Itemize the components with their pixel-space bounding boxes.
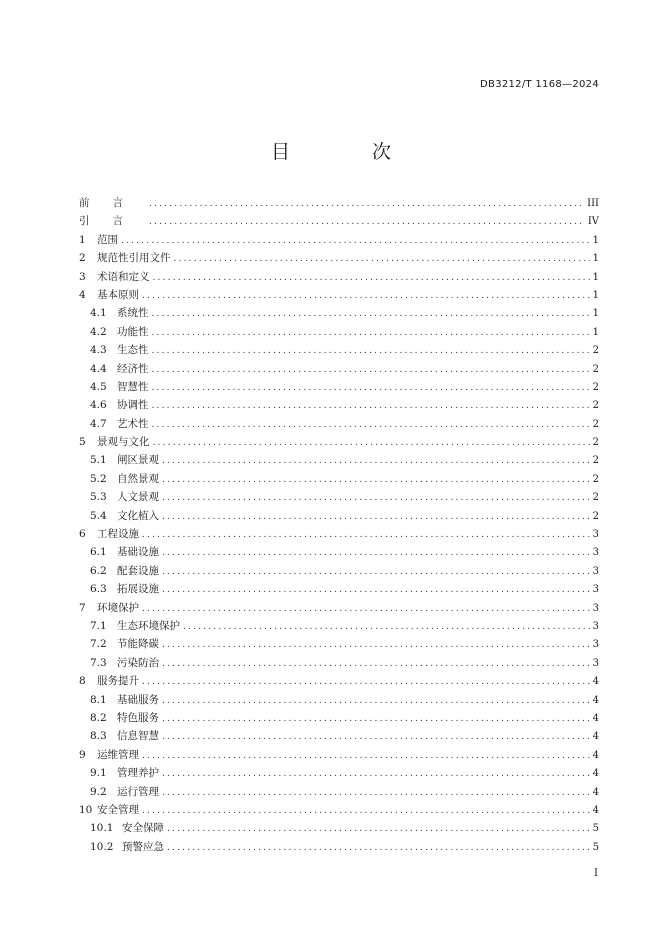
toc-entry-number: 3 — [79, 270, 86, 283]
toc-entry-label: 配套设施 — [117, 564, 159, 577]
toc-entry-label: 污染防治 — [117, 656, 159, 669]
toc-entry-label: 基础设施 — [117, 546, 159, 559]
toc-entry[interactable] — [79, 543, 599, 561]
toc-entry-number: 4.6 — [90, 399, 107, 412]
toc-dot-leader — [162, 692, 590, 710]
toc-entry-number: 9.1 — [90, 767, 107, 780]
toc-entry-label: 特色服务 — [117, 711, 159, 724]
toc-entry-page: 1 — [592, 271, 599, 283]
toc-entry-page: 2 — [592, 345, 599, 357]
toc-entry-page: 1 — [592, 289, 599, 301]
toc-entry-label: 人文景观 — [117, 491, 159, 504]
toc-entry[interactable] — [79, 433, 599, 451]
toc-entry[interactable] — [79, 415, 599, 433]
toc-dot-leader — [142, 673, 590, 691]
toc-entry[interactable] — [79, 360, 599, 378]
toc-dot-leader — [162, 710, 590, 728]
toc-entry-label: 智慧性 — [117, 380, 149, 393]
toc-entry-number: 10 — [79, 803, 93, 816]
toc-entry[interactable] — [79, 746, 599, 764]
toc-entry[interactable] — [79, 691, 599, 709]
toc-entry-page: IV — [587, 216, 599, 228]
toc-dot-leader — [162, 655, 590, 673]
toc-entry-page: 2 — [592, 473, 599, 485]
toc-dot-leader — [152, 361, 590, 379]
toc-entry-label: 景观与文化 — [97, 436, 150, 449]
toc-entry-label: 生态性 — [117, 344, 149, 357]
toc-entry-number: 5.2 — [90, 472, 107, 485]
toc-entry-label: 信息智慧 — [117, 730, 159, 743]
toc-entry-label: 基本原则 — [97, 288, 139, 301]
toc-entry-page: 2 — [592, 492, 599, 504]
toc-entry[interactable] — [79, 819, 599, 837]
toc-entry-page: 4 — [592, 676, 599, 688]
toc-dot-leader — [153, 434, 590, 452]
toc-entry-label: 范围 — [97, 233, 118, 246]
toc-dot-leader — [152, 379, 590, 397]
toc-entry[interactable] — [79, 580, 599, 598]
toc-entry-page: 3 — [592, 620, 599, 632]
toc-entry[interactable] — [79, 764, 599, 782]
toc-dot-leader — [142, 600, 590, 618]
toc-entry[interactable] — [79, 525, 599, 543]
toc-entry[interactable] — [79, 709, 599, 727]
toc-entry-number: 6.2 — [90, 564, 107, 577]
toc-entry-page: 4 — [592, 749, 599, 761]
toc-entry-page: 4 — [592, 694, 599, 706]
toc-entry[interactable] — [79, 617, 599, 635]
toc-dot-leader — [142, 526, 590, 544]
toc-entry-label: 节能降碳 — [117, 638, 159, 651]
toc-entry-number: 4.7 — [90, 417, 107, 430]
toc-dot-leader — [149, 195, 584, 213]
toc-entry-label: 环境保护 — [97, 601, 139, 614]
toc-entry[interactable] — [79, 801, 599, 819]
toc-entry[interactable] — [79, 268, 599, 286]
toc-entry-page: 1 — [592, 234, 599, 246]
toc-entry-page: 1 — [592, 308, 599, 320]
toc-dot-leader — [142, 747, 590, 765]
toc-entry-label: 闸区景观 — [117, 454, 159, 467]
toc-entry[interactable] — [79, 286, 599, 304]
toc-entry-page: 5 — [592, 823, 599, 835]
toc-entry[interactable] — [79, 672, 599, 690]
toc-entry[interactable] — [79, 838, 599, 856]
toc-entry[interactable] — [79, 470, 599, 488]
toc-entry-label: 服务提升 — [97, 675, 139, 688]
toc-entry-page: 4 — [592, 768, 599, 780]
toc-entry-page: 3 — [592, 602, 599, 614]
toc-entry-page: 1 — [592, 326, 599, 338]
toc-entry-number: 5.1 — [90, 454, 107, 467]
toc-dot-leader — [152, 397, 590, 415]
toc-dot-leader — [162, 636, 590, 654]
page-number: I — [594, 868, 598, 879]
toc-entry-page: 4 — [592, 786, 599, 798]
toc-dot-leader — [162, 508, 590, 526]
toc-entry-page: 3 — [592, 529, 599, 541]
table-of-contents — [79, 194, 599, 856]
toc-entry-label: 系统性 — [117, 307, 149, 320]
toc-entry-number: 7.3 — [90, 656, 107, 669]
toc-dot-leader — [183, 618, 590, 636]
toc-entry[interactable] — [79, 378, 599, 396]
toc-entry-number: 8.3 — [90, 730, 107, 743]
toc-dot-leader — [162, 452, 590, 470]
document-code: DB3212/T 1168—2024 — [480, 79, 599, 90]
toc-dot-leader — [162, 471, 590, 489]
toc-dot-leader — [152, 305, 590, 323]
toc-dot-leader — [153, 269, 590, 287]
toc-dot-leader — [149, 213, 585, 231]
toc-entry-label: 生态环境保护 — [117, 619, 180, 632]
toc-entry-page: 3 — [592, 584, 599, 596]
toc-entry-label: 预警应急 — [122, 840, 164, 853]
toc-entry-number: 7.2 — [90, 638, 107, 651]
toc-title: 目 次 — [270, 141, 430, 163]
toc-entry-label: 拓展设施 — [117, 583, 159, 596]
toc-entry-label: 运行管理 — [117, 785, 159, 798]
toc-entry-number: 8.2 — [90, 711, 107, 724]
toc-entry-number: 1 — [79, 233, 86, 246]
toc-dot-leader — [162, 489, 590, 507]
toc-entry-page: 3 — [592, 657, 599, 669]
toc-entry[interactable] — [79, 341, 599, 359]
toc-entry-label: 自然景观 — [117, 472, 159, 485]
toc-entry[interactable] — [79, 635, 599, 653]
toc-entry-page: 3 — [592, 639, 599, 651]
toc-dot-leader — [162, 581, 590, 599]
toc-entry-number: 2 — [79, 252, 86, 265]
toc-dot-leader — [167, 839, 590, 857]
toc-dot-leader — [174, 250, 590, 268]
toc-dot-leader — [142, 802, 590, 820]
toc-entry-label: 前言 — [79, 197, 146, 209]
toc-entry-page: 1 — [592, 253, 599, 265]
toc-entry-number: 4.2 — [90, 325, 107, 338]
toc-entry-number: 4.4 — [90, 362, 107, 375]
toc-entry-number: 4.1 — [90, 307, 107, 320]
toc-entry-number: 5.4 — [90, 509, 107, 522]
toc-entry[interactable] — [79, 562, 599, 580]
toc-entry[interactable] — [79, 783, 599, 801]
toc-entry-page: 3 — [592, 565, 599, 577]
toc-entry[interactable] — [79, 654, 599, 672]
toc-entry-page: 2 — [592, 418, 599, 430]
toc-dot-leader — [152, 416, 590, 434]
toc-entry-label: 文化植入 — [117, 509, 159, 522]
toc-entry[interactable] — [79, 507, 599, 525]
toc-entry-label: 安全管理 — [97, 803, 139, 816]
toc-entry-number: 8.1 — [90, 693, 107, 706]
toc-entry-number: 6 — [79, 528, 86, 541]
toc-entry[interactable] — [79, 249, 599, 267]
toc-dot-leader — [121, 232, 590, 250]
toc-entry-number: 10.1 — [90, 822, 114, 835]
toc-entry-label: 管理养护 — [117, 767, 159, 780]
toc-entry-label: 规范性引用文件 — [97, 252, 171, 265]
toc-entry-page: 2 — [592, 455, 599, 467]
toc-entry-page: 2 — [592, 381, 599, 393]
toc-entry-number: 10.2 — [90, 840, 114, 853]
toc-entry-page: 5 — [592, 841, 599, 853]
toc-entry-page: 2 — [592, 363, 599, 375]
toc-dot-leader — [162, 563, 590, 581]
toc-entry[interactable] — [79, 488, 599, 506]
toc-entry-number: 4.3 — [90, 344, 107, 357]
toc-entry-label: 基础服务 — [117, 693, 159, 706]
toc-entry[interactable] — [79, 599, 599, 617]
toc-entry-number: 6.1 — [90, 546, 107, 559]
toc-entry[interactable] — [79, 194, 599, 212]
toc-entry-label: 经济性 — [117, 362, 149, 375]
toc-entry-label: 艺术性 — [117, 417, 149, 430]
toc-entry-number: 7 — [79, 601, 86, 614]
toc-entry-number: 5.3 — [90, 491, 107, 504]
toc-dot-leader — [167, 820, 590, 838]
toc-entry-page: 2 — [592, 400, 599, 412]
toc-entry-page: 4 — [592, 804, 599, 816]
toc-entry-number: 4 — [79, 288, 86, 301]
toc-entry[interactable] — [79, 727, 599, 745]
toc-dot-leader — [162, 784, 590, 802]
toc-entry-number: 9 — [79, 748, 86, 761]
toc-entry[interactable] — [79, 396, 599, 414]
toc-entry-page: 3 — [592, 547, 599, 559]
toc-entry-page: 2 — [592, 437, 599, 449]
toc-dot-leader — [152, 342, 590, 360]
toc-dot-leader — [142, 287, 590, 305]
toc-entry[interactable] — [79, 212, 599, 230]
toc-entry-number: 9.2 — [90, 785, 107, 798]
toc-entry-number: 5 — [79, 436, 86, 449]
toc-entry[interactable] — [79, 304, 599, 322]
toc-dot-leader — [162, 765, 590, 783]
toc-entry[interactable] — [79, 451, 599, 469]
toc-entry-label: 协调性 — [117, 399, 149, 412]
toc-entry-page: 2 — [592, 510, 599, 522]
toc-entry[interactable] — [79, 323, 599, 341]
toc-entry-label: 工程设施 — [97, 528, 139, 541]
toc-entry-number: 8 — [79, 675, 86, 688]
toc-entry-page: 4 — [592, 712, 599, 724]
toc-entry-number: 7.1 — [90, 619, 107, 632]
toc-entry[interactable] — [79, 231, 599, 249]
toc-entry-number: 6.3 — [90, 583, 107, 596]
toc-entry-label: 功能性 — [117, 325, 149, 338]
toc-entry-page: 4 — [592, 731, 599, 743]
toc-dot-leader — [152, 324, 590, 342]
toc-entry-label: 安全保障 — [122, 822, 164, 835]
toc-dot-leader — [162, 728, 590, 746]
toc-entry-label: 术语和定义 — [97, 270, 150, 283]
toc-entry-page: III — [587, 198, 599, 209]
toc-entry-label: 引言 — [79, 215, 146, 228]
toc-entry-label: 运维管理 — [97, 748, 139, 761]
toc-dot-leader — [162, 544, 590, 562]
toc-entry-number: 4.5 — [90, 380, 107, 393]
